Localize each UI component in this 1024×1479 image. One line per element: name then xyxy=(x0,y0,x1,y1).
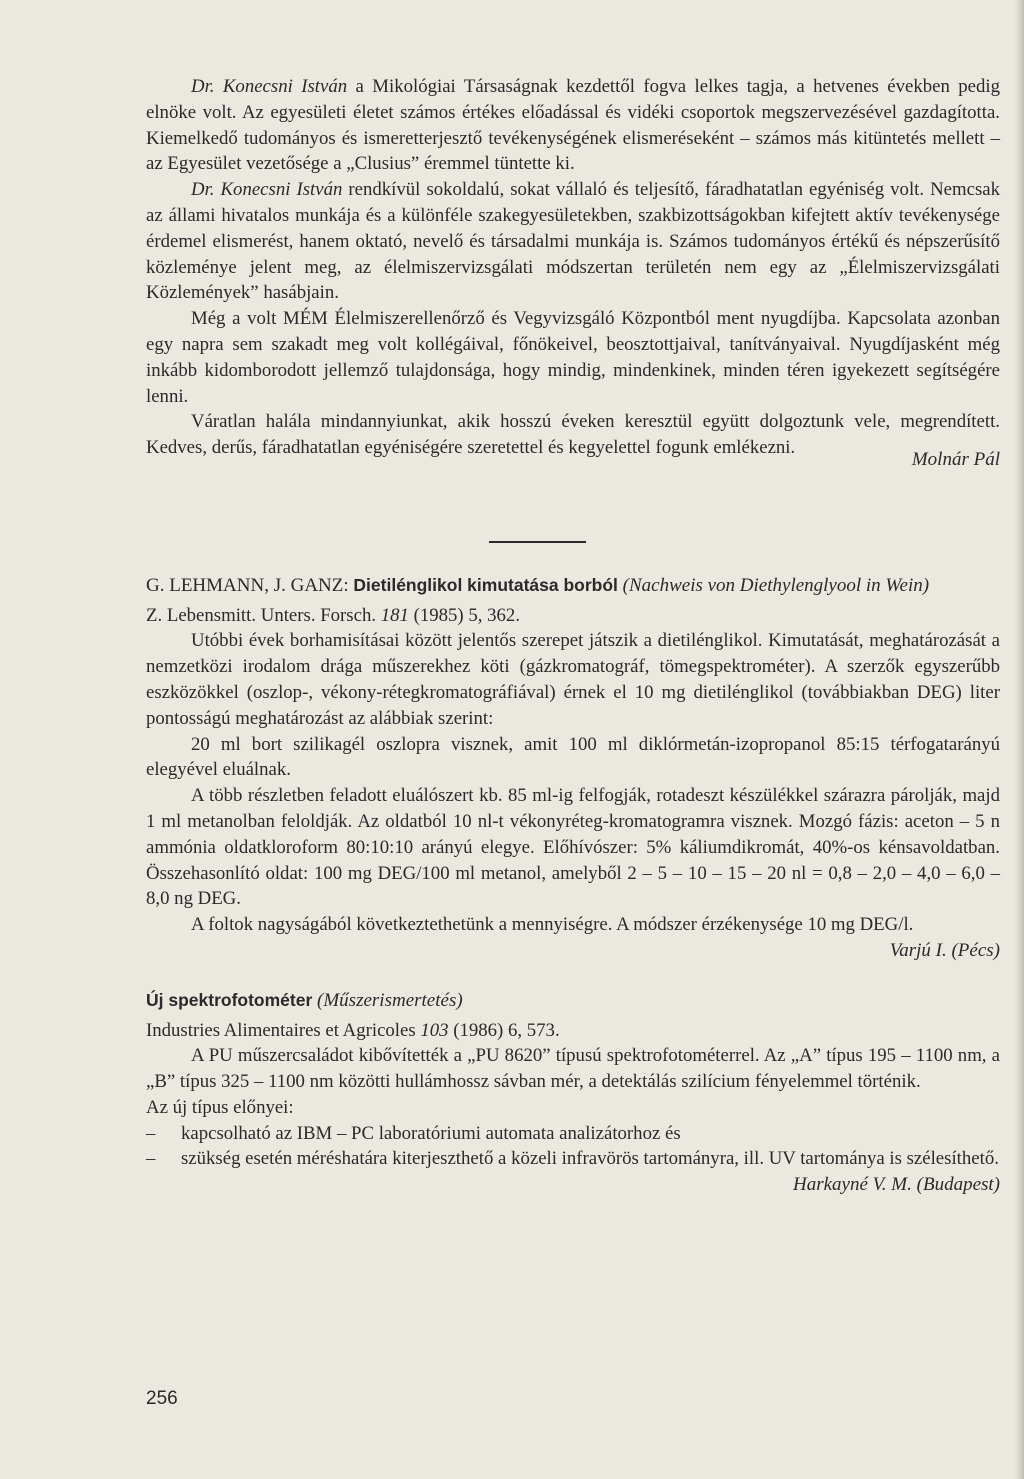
list-item-text: szükség esetén méréshatára kiterjeszthető a közeli infravörös tartományra, ill. UV tartománya is szélesíthető. xyxy=(181,1148,999,1170)
article1-paragraph-1: Utóbbi évek borhamisításai között jelentős szerepet játszik a dietilénglikol. Kimutatását, meghatározását a nemzetközi irodalom drága műszerekhez köti (gázkromatográf, tömegspektrométer). A szerzők egyszerűbb eszközökkel (oszlop-, vékony-rétegkromatográfiával) érnek el 10 mg dietilénglikol (továbbiakban DEG) liter pontosságú meghatározást az alábbiak szerint: xyxy=(146,630,1000,729)
obituary-paragraph-2 xyxy=(146,177,1000,306)
article1-source xyxy=(146,603,1000,629)
spacer xyxy=(146,964,1000,988)
article2-paragraph-2: Az új típus előnyei: xyxy=(146,1096,294,1118)
list-item-text: kapcsolható az IBM – PC laboratóriumi automata analizátorhoz és xyxy=(181,1122,681,1144)
section-divider xyxy=(489,541,586,543)
list-item xyxy=(146,1121,1000,1147)
article1-heading xyxy=(146,573,1000,599)
article2-heading xyxy=(146,988,1000,1014)
article1-subtitle: (Nachweis von Diethylenglyool in Wein) xyxy=(617,574,930,596)
source-issue: (1986) 6, 573. xyxy=(448,1019,560,1041)
article1-authors: G. LEHMANN, J. GANZ: xyxy=(146,574,354,596)
source-volume: 181 xyxy=(380,604,409,626)
article1-paragraph-2: 20 ml bort szilikagél oszlopra visznek, amit 100 ml diklórmetán-izopropanol 85:15 térfogatarányú elegyével eluálnak. xyxy=(146,733,1000,781)
source-journal: Industries Alimentaires et Agricoles xyxy=(146,1019,421,1041)
page-number: 256 xyxy=(146,1388,178,1409)
article2-paragraph-1: A PU műszercsaládot kibővítették a „PU 8620” típusú spektrofotométerrel. Az „A” típus 195 – 1100 nm, a „B” típus 325 – 1100 nm közötti hullámhossz sávban mér, a detektálás szilícium fényelemmel történik. xyxy=(146,1045,1000,1093)
article1-signature: Varjú I. (Pécs) xyxy=(889,939,1000,961)
paragraph-text: rendkívül sokoldalú, sokat vállaló és teljesítő, fáradhatatlan egyéniség volt. Nemcsak az állami hivatalos munkája és a különféle szakegyesületekben, szakbizottságokban kifejtett aktív tevékenysége érdemel elismerést, hanem oktató, nevelő és társadalmi munkája is. Számos tudományos értékű és népszerűsítő közleménye jelent meg, az élelmiszervizsgálati módszertan területén nem egy az „Élelmiszervizsgálati Közlemények” hasábjain. xyxy=(146,179,1000,304)
page-edge-shadow xyxy=(1014,0,1024,1479)
article2-title: Új spektrofotométer xyxy=(146,989,313,1010)
source-issue: (1985) 5, 362. xyxy=(408,604,521,626)
list-dash: – xyxy=(146,1122,156,1144)
source-journal: Z. Lebensmitt. Unters. Forsch. xyxy=(146,604,381,626)
article2-subtitle: (Műszerismertetés) xyxy=(312,989,463,1011)
article1-paragraph-4: A foltok nagyságából következtethetünk a mennyiségre. A módszer érzékenysége 10 mg DEG/l. xyxy=(191,914,914,936)
obituary-signature: Molnár Pál xyxy=(911,448,1000,470)
paragraph-text: a Mikológiai Társaságnak kezdettől fogva lelkes tagja, a hetvenes években pedig elnöke volt. Az egyesületi életet számos értékes előadással és vidéki csoportok megszervezésével gazdagította. Kiemelkedő tudományos és ismeretterjesztő tevékenységének elismeréseként – számos más kitüntetés mellett – az Egyesület vezetősége a „Clusius” éremmel tüntette ki. xyxy=(146,76,1000,175)
list-dash: – xyxy=(146,1148,156,1170)
article1-paragraph-3: A több részletben feladott eluálószert kb. 85 ml-ig felfogják, rotadeszt készülékkel szárazra párolják, majd 1 ml metanolban feloldják. Az oldatból 10 nl-t vékonyréteg-kromatogramra visznek. Mozgó fázis: aceton – 5 n ammónia oldatkloroform 80:10:10 arányú elegye. Előhívószer: 5% káliumdikromát, 40%-os kénsavoldatban. Összehasonlító oldat: 100 mg DEG/100 ml metanol, amelyből 2 – 5 – 10 – 15 – 20 nl = 0,8 – 2,0 – 4,0 – 6,0 – 8,0 ng DEG. xyxy=(146,785,1000,910)
person-name: Dr. Konecsni István xyxy=(191,76,348,97)
obituary-paragraph-1 xyxy=(146,74,1000,177)
article2-signature: Harkayné V. M. (Budapest) xyxy=(792,1174,1000,1196)
source-volume: 103 xyxy=(420,1019,449,1041)
article2-source xyxy=(146,1018,1000,1044)
person-name: Dr. Konecsni István xyxy=(191,179,343,201)
obituary-paragraph-4: Váratlan halála mindannyiunkat, akik hosszú éveken keresztül együtt dolgoztunk vele, megrendített. Kedves, derűs, fáradhatatlan egyéniségére szeretettel és kegyelettel fogunk emlékezni. xyxy=(146,411,1000,459)
list-item xyxy=(146,1146,1000,1172)
article1-title: Dietilénglikol kimutatása borból xyxy=(353,574,618,595)
page-content xyxy=(146,74,1000,1198)
obituary-paragraph-3: Még a volt MÉM Élelmiszerellenőrző és Vegyvizsgáló Központból ment nyugdíjba. Kapcsolata azonban egy napra sem szakadt meg volt kollégáival, főnökeivel, beosztottjaival, tanítványaival. Nyugdíjasként még inkább kidomborodott jellemző tulajdonsága, hogy mindig, mindenkinek, minden téren igyekezett segítségére lenni. xyxy=(146,308,1000,407)
